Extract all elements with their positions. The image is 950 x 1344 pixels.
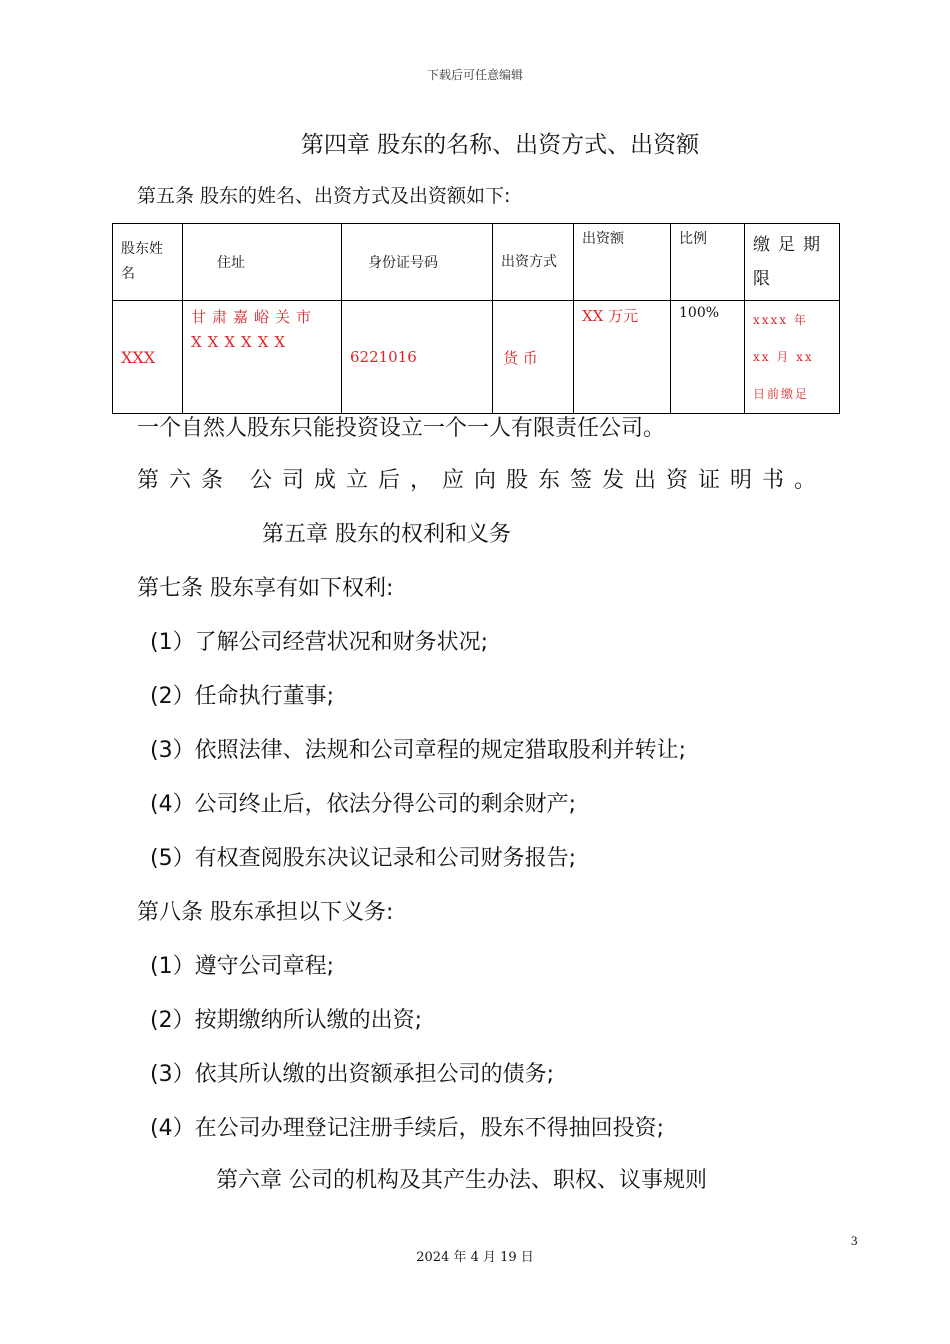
list-item: (3）依照法律、法规和公司章程的规定猎取股利并转让; [150,738,686,763]
article-8-title: 第八条 股东承担以下义务: [137,900,394,925]
cell-name: XXX [113,301,183,414]
header-note: 下载后可任意编辑 [426,68,523,82]
list-item: (1）了解公司经营状况和财务状况; [150,630,488,655]
header-id-number: 身份证号码 [342,224,493,301]
shareholder-table [112,223,840,414]
header-amount: 出资额 [574,224,671,301]
cell-amount: XX 万元 [574,301,671,414]
chapter-5-title: 第五章 股东的权利和义务 [262,522,511,547]
list-item: (5）有权查阅股东决议记录和公司财务报告; [150,846,576,871]
header-address: 住址 [183,224,342,301]
cell-id-number: 6221016 [342,301,493,414]
page-number: 3 [851,1233,858,1248]
header-ratio: 比例 [671,224,745,301]
note-line: 一个自然人股东只能投资设立一个一人有限责任公司。 [137,416,666,441]
table-header-row [113,224,840,301]
article-5-text: 第五条 股东的姓名、出资方式及出资额如下: [137,185,511,207]
list-item: (4）公司终止后，依法分得公司的剩余财产; [150,792,576,817]
list-item: (4）在公司办理登记注册手续后，股东不得抽回投资; [150,1116,664,1141]
chapter-6-title: 第六章 公司的机构及其产生办法、职权、议事规则 [216,1168,707,1193]
header-shareholder-name: 股东姓名 [113,224,183,301]
header-method: 出资方式 [493,224,574,301]
table-row [113,301,840,414]
list-item: (2）任命执行董事; [150,684,334,709]
article-6-text: 第六条 公司成立后，应向股东签发出资证明书。 [137,468,826,493]
cell-method: 货 币 [493,301,574,414]
chapter-4-title: 第四章 股东的名称、出资方式、出资额 [300,132,700,158]
cell-ratio: 100% [671,301,745,414]
cell-address: 甘肃嘉峪关市XXXXXX [183,301,342,414]
list-item: (3）依其所认缴的出资额承担公司的债务; [150,1062,554,1087]
footer-date: 2024 年 4 月 19 日 [416,1250,534,1265]
header-deadline: 缴足期限 [745,224,840,301]
list-item: (1）遵守公司章程; [150,954,334,979]
article-7-title: 第七条 股东享有如下权利: [137,576,394,601]
list-item: (2）按期缴纳所认缴的出资; [150,1008,422,1033]
cell-deadline: xxxx 年 xx 月 xx 日前缴足 [745,301,840,414]
